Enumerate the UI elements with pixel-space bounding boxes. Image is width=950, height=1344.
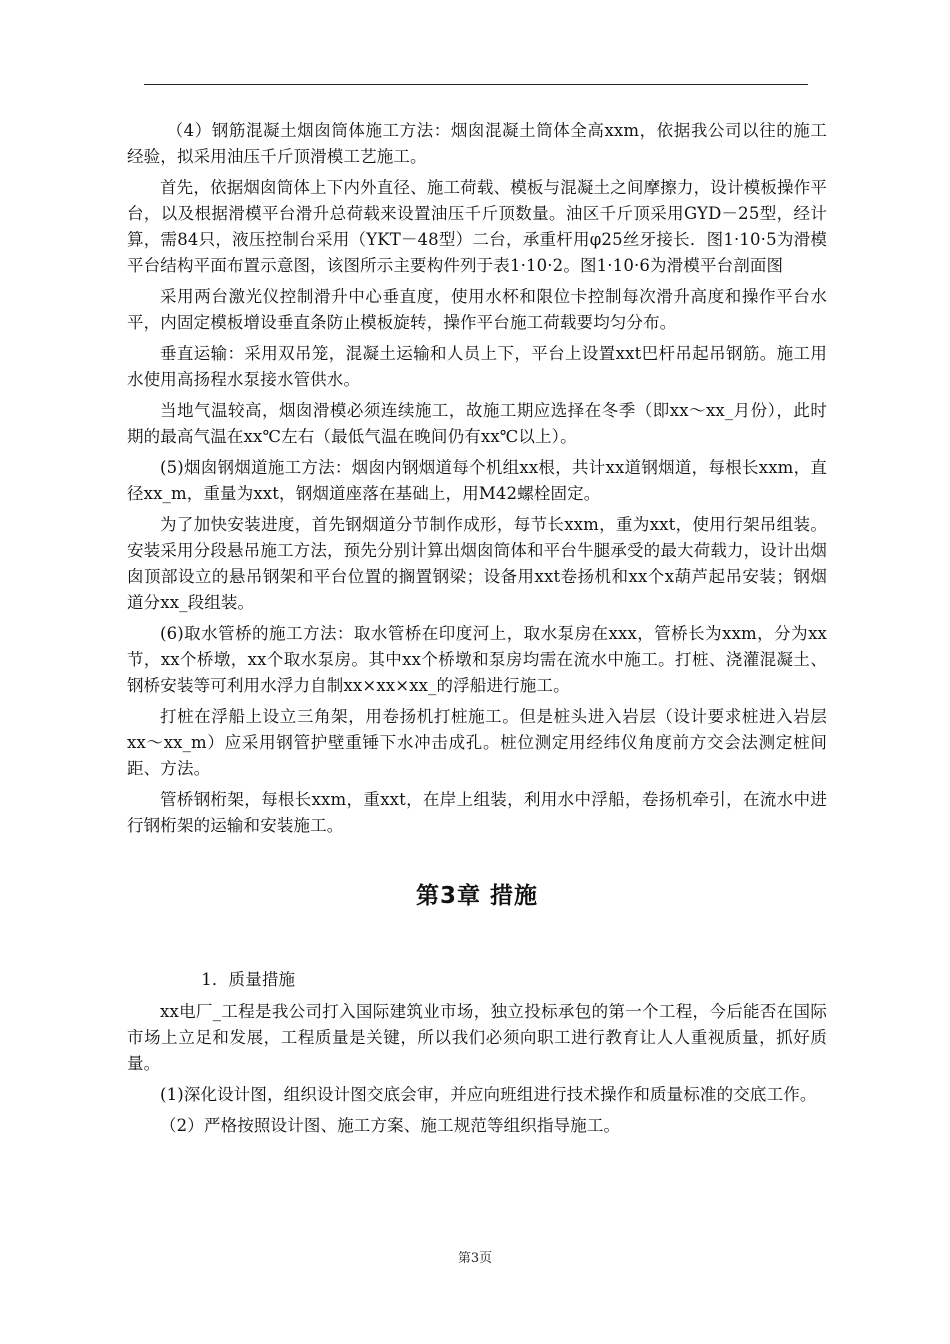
paragraph: xx电厂_工程是我公司打入国际建筑业市场，独立投标承包的第一个工程，今后能否在国际市场上立足和发展，工程质量是关键，所以我们必须向职工进行教育让人人重视质量，抓好质量。 — [127, 1002, 827, 1073]
paragraph: (6)取水管桥的施工方法：取水管桥在印度河上，取水泵房在xxx，管桥长为xxm，分为xx节，xx个桥墩，xx个取水泵房。其中xx个桥墩和泵房均需在流水中施工。打桩、浇灌混凝土、钢桥安装等可利用水浮力自制xx×xx×xx_的浮船进行施工。 — [127, 624, 827, 695]
paragraph: 为了加快安装进度，首先钢烟道分节制作成形，每节长xxm，重为xxt，使用行架吊组装。安装采用分段悬吊施工方法，预先分别计算出烟囱筒体和平台牛腿承受的最大荷载力，设计出烟囱顶部设立的悬吊钢架和平台位置的搁置钢梁；设备用xxt卷扬机和xx个x葫芦起吊安装；钢烟道分xx_段组装。 — [127, 515, 827, 612]
paragraph: (5)烟囱钢烟道施工方法：烟囱内钢烟道每个机组xx根，共计xx道钢烟道，每根长xxm，直径xx_m，重量为xxt，钢烟道座落在基础上，用M42螺栓固定。 — [127, 458, 827, 503]
paragraph: 当地气温较高，烟囱滑模必须连续施工，故施工期应选择在冬季（即xx～xx_月份），此时期的最高气温在xx℃左右（最低气温在晚间仍有xx℃以上）。 — [127, 401, 827, 446]
paragraph: （2）严格按照设计图、施工方案、施工规范等组织指导施工。 — [160, 1116, 621, 1135]
paragraph: 首先，依据烟囱筒体上下内外直径、施工荷载、模板与混凝土之间摩擦力，设计模板操作平台，以及根据滑模平台滑升总荷载来设置油压千斤顶数量。油区千斤顶采用GYD－25型，经计算，需84只，液压控制台采用（YKT－48型）二台，承重杆用φ25丝牙接长．图1·10·5为滑模平台结构平面布置示意图，该图所示主要构件列于表1·10·2。图1·10·6为滑模平台剖面图 — [127, 178, 827, 275]
document-body — [127, 118, 827, 1144]
paragraph: 采用两台激光仪控制滑升中心垂直度，使用水杯和限位卡控制每次滑升高度和操作平台水平，内固定模板增设垂直条防止模板旋转，操作平台施工荷载要均匀分布。 — [127, 287, 827, 332]
page-number: 第3页 — [457, 1251, 493, 1266]
chapter-title: 第3章 措施 — [415, 883, 538, 909]
paragraph: (1)深化设计图，组织设计图交底会审，并应向班组进行技术操作和质量标准的交底工作。 — [160, 1085, 817, 1104]
section-title: 1．质量措施 — [201, 970, 296, 989]
paragraph: 打桩在浮船上设立三角架，用卷扬机打桩施工。但是桩头进入岩层（设计要求桩进入岩层xx～xx_m）应采用钢管护壁重锤下水冲击成孔。桩位测定用经纬仪角度前方交会法测定桩间距、方法。 — [127, 707, 827, 778]
header-rule — [144, 84, 808, 85]
paragraph: （4）钢筋混凝土烟囱筒体施工方法：烟囱混凝土筒体全高xxm，依据我公司以往的施工经验，拟采用油压千斤顶滑模工艺施工。 — [127, 121, 827, 166]
paragraph: 垂直运输：采用双吊笼，混凝土运输和人员上下，平台上设置xxt巴杆吊起吊钢筋。施工用水使用高扬程水泵接水管供水。 — [127, 344, 827, 389]
paragraph: 管桥钢桁架，每根长xxm，重xxt，在岸上组装，利用水中浮船，卷扬机牵引，在流水中进行钢桁架的运输和安装施工。 — [127, 790, 827, 835]
